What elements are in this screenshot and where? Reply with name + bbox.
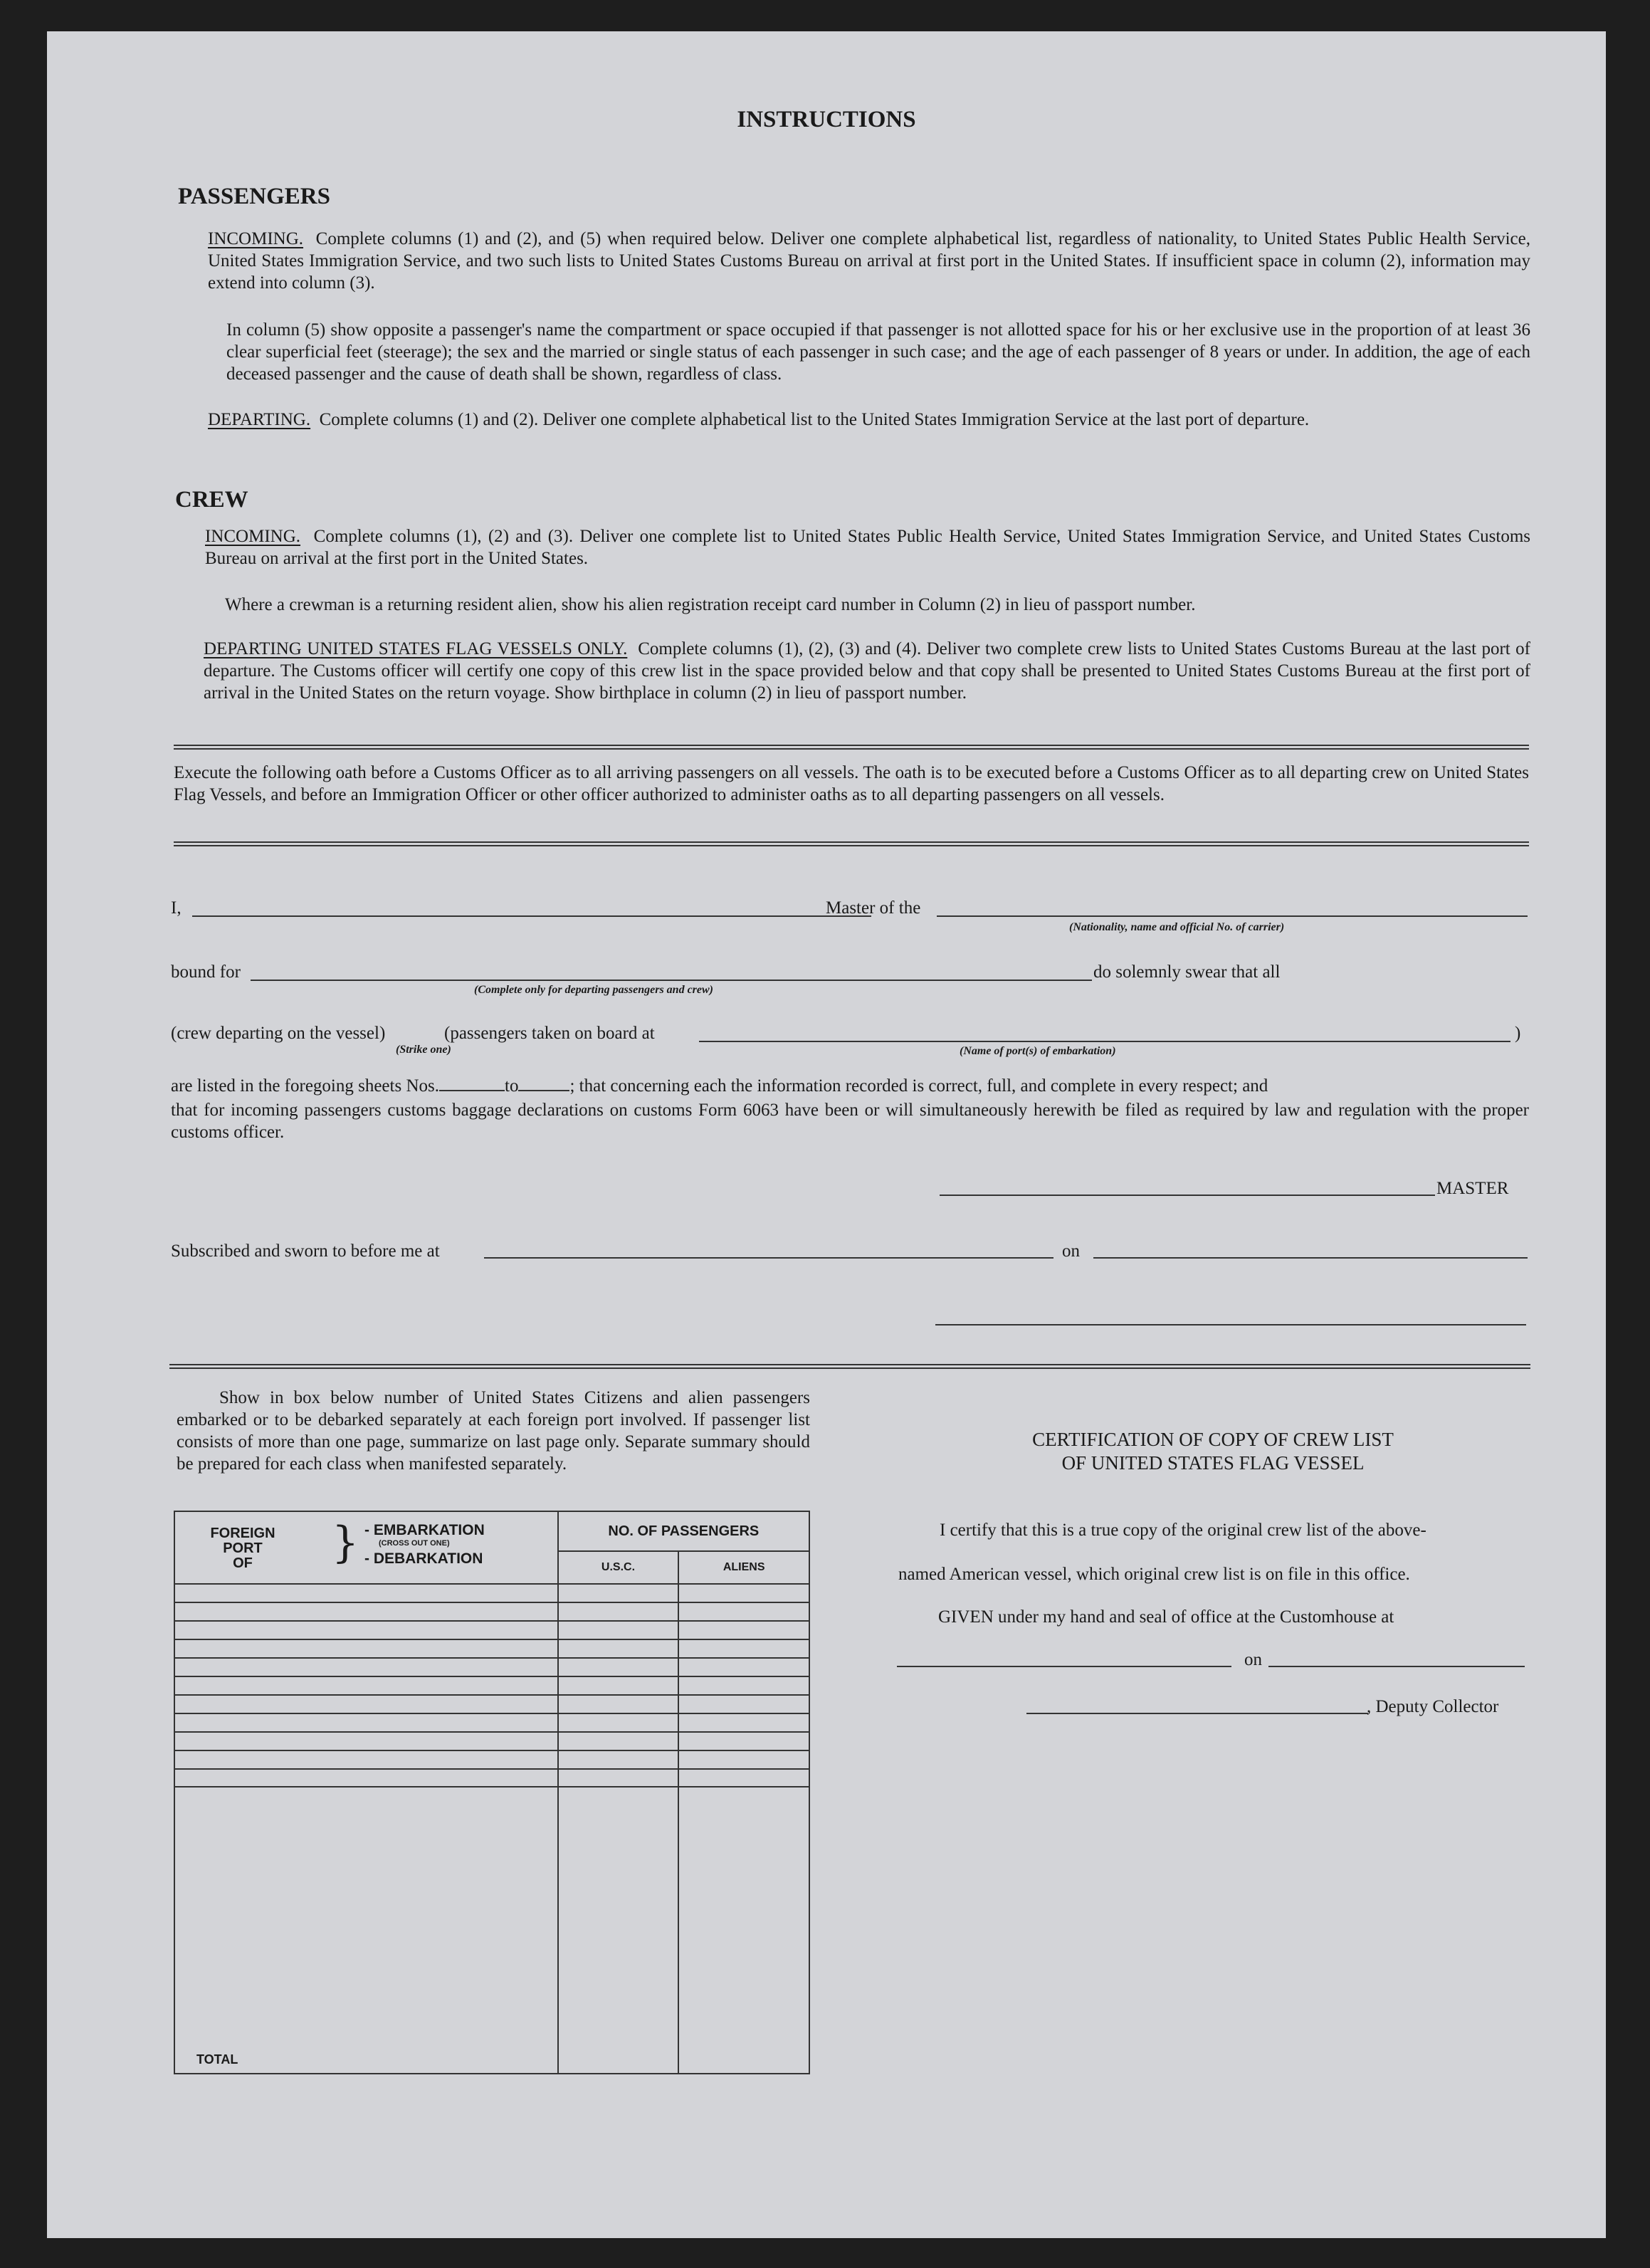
passengers-incoming-paragraph [208,228,1530,294]
oath-i-label: I, [171,898,182,918]
embarkation-label: - EMBARKATION [364,1522,485,1538]
port-caption: (Name of port(s) of embarkation) [960,1045,1116,1057]
given-line: GIVEN under my hand and seal of office at the Customhouse at [938,1607,1394,1627]
usc-header: U.S.C. [558,1551,679,1584]
crew-heading: CREW [175,487,248,513]
certification-title [898,1428,1528,1475]
usc-cell[interactable] [558,1639,679,1658]
passengers-departing-lead: DEPARTING. [208,410,311,429]
aliens-cell[interactable] [678,1639,809,1658]
port-cell[interactable] [174,1750,558,1769]
aliens-cell[interactable] [678,1769,809,1787]
summary-instructions: Show in box below number of United States Citizens and alien passengers embarked or to be debarked separately at each foreign port involved. If passenger list consists of more than one page, summarize on last page only. Separate summary should be prepared for each class when manifested separately. [177,1388,810,1474]
passengers-taken-option[interactable]: (passengers taken on board at [444,1024,655,1043]
usc-total-cell[interactable] [558,1787,679,2074]
sheet-to-field[interactable] [518,1090,569,1091]
customhouse-field[interactable] [897,1666,1231,1667]
sworn-date-field[interactable] [1093,1257,1528,1259]
sheet-from-field[interactable] [439,1090,505,1091]
carrier-field[interactable] [937,915,1528,917]
usc-cell[interactable] [558,1769,679,1787]
column5-paragraph: In column (5) show opposite a passenger's name the compartment or space occupied if that passenger is not allotted space for his or her exclusive use in the proportion of at least 36 clear superficial feet (steerage); the sex and the married or single status of each passenger in such case; and the age of each passenger of 8 years or under. In addition, the age of each deceased passenger and the cause of death shall be shown, regardless of class. [226,320,1530,384]
usc-cell[interactable] [558,1621,679,1639]
port-label: PORT [223,1540,263,1556]
listed-text-a: are listed in the foregoing sheets Nos. [171,1076,439,1096]
aliens-cell[interactable] [678,1621,809,1639]
crew-departing-text: Complete columns (1), (2), (3) and (4). Deliver two complete crew lists to United States Customs Bureau at the last port of departure. The Customs officer will certify one copy of this crew list in the space provided below and that copy shall be presented to United States Customs Bureau at the first port of arrival in the United States on the return voyage. Show birthplace in column (2) in lieu of passport number. [204,639,1530,703]
port-cell[interactable] [174,1713,558,1732]
master-signature-field[interactable] [940,1195,1435,1196]
strike-one-caption: (Strike one) [396,1044,451,1056]
crew-incoming-paragraph [205,525,1530,569]
crew-alien-paragraph: Where a crewman is a returning resident alien, show his alien registration receipt card number in Column (2) in lieu of passport number. [225,595,1196,614]
certification-title-line1: CERTIFICATION OF COPY OF CREW LIST [1032,1429,1394,1450]
aliens-cell[interactable] [678,1676,809,1695]
usc-cell[interactable] [558,1695,679,1713]
aliens-cell[interactable] [678,1713,809,1732]
aliens-header: ALIENS [678,1551,809,1584]
listed-text-b: ; that concerning each the information recorded is correct, full, and complete in every respect; and [569,1076,1268,1096]
usc-cell[interactable] [558,1584,679,1602]
form-page [47,31,1606,2238]
passengers-departing-paragraph [208,409,1530,431]
passengers-incoming-lead: INCOMING. [208,229,304,248]
certification-date-field[interactable] [1268,1666,1525,1667]
of-label: OF [233,1555,253,1571]
close-paren: ) [1515,1024,1521,1043]
listed-line [171,1076,1268,1096]
aliens-cell[interactable] [678,1584,809,1602]
sworn-on-label: on [1062,1241,1080,1261]
aliens-cell[interactable] [678,1750,809,1769]
port-cell[interactable] [174,1621,558,1639]
deputy-collector-label: , Deputy Collector [1367,1697,1499,1716]
page-title: INSTRUCTIONS [737,107,916,132]
foreign-port-of [175,1526,310,1571]
usc-cell[interactable] [558,1676,679,1695]
usc-cell[interactable] [558,1602,679,1621]
no-passengers-header: NO. OF PASSENGERS [558,1511,809,1551]
brace-icon: } [332,1518,359,1568]
usc-cell[interactable] [558,1732,679,1750]
foreign-label: FOREIGN [210,1526,275,1541]
cross-out-label: (CROSS OUT ONE) [379,1539,450,1548]
officer-signature-field[interactable] [935,1324,1526,1325]
passengers-departing-text: Complete columns (1) and (2). Deliver one complete alphabetical list to the United States Immigration Service at the last port of departure. [319,410,1310,429]
master-name-field[interactable] [192,915,871,917]
port-cell[interactable] [174,1639,558,1658]
port-cell[interactable] [174,1695,558,1713]
master-of-label: Master of the [826,898,921,918]
port-cell[interactable] [174,1676,558,1695]
crew-incoming-lead: INCOMING. [205,527,301,546]
port-cell[interactable] [174,1732,558,1750]
swear-label: do solemnly swear that all [1093,962,1281,982]
port-cell[interactable] [174,1769,558,1787]
port-header-cell [174,1511,558,1584]
divider-rule [169,1364,1530,1369]
usc-cell[interactable] [558,1658,679,1676]
usc-cell[interactable] [558,1713,679,1732]
port-cell[interactable] [174,1602,558,1621]
crew-departing-lead: DEPARTING UNITED STATES FLAG VESSELS ONLY. [204,639,628,658]
aliens-total-cell[interactable] [678,1787,809,2074]
passengers-heading: PASSENGERS [178,184,330,209]
port-cell[interactable] [174,1584,558,1602]
certification-on-label: on [1244,1650,1262,1669]
master-signature-label: MASTER [1436,1179,1509,1198]
oath-instructions: Execute the following oath before a Customs Officer as to all arriving passengers on all vessels. The oath is to be executed before a Customs Officer as to all departing crew on United States Flag Vessels, and before an Immigration Officer or other officer authorized to administer oaths as to all departing passengers on all vessels. [174,763,1529,804]
certify-line1: I certify that this is a true copy of the original crew list of the above- [940,1521,1426,1540]
bound-for-field[interactable] [251,980,1092,981]
divider-rule [174,745,1529,750]
divider-rule [174,841,1529,846]
listed-to: to [505,1076,519,1096]
certify-line2: named American vessel, which original crew list is on file in this office. [898,1565,1410,1584]
aliens-cell[interactable] [678,1732,809,1750]
aliens-cell[interactable] [678,1695,809,1713]
usc-cell[interactable] [558,1750,679,1769]
certification-title-line2: OF UNITED STATES FLAG VESSEL [1061,1452,1365,1474]
aliens-cell[interactable] [678,1658,809,1676]
aliens-cell[interactable] [678,1602,809,1621]
subscribed-label: Subscribed and sworn to before me at [171,1241,440,1261]
port-cell[interactable] [174,1658,558,1676]
complete-only-caption: (Complete only for departing passengers and crew) [474,984,713,996]
listed-continued: that for incoming passengers customs baggage declarations on customs Form 6063 have been or will simultaneously herewith be filed as required by law and regulation with the proper customs officer. [171,1101,1529,1142]
crew-departing-option[interactable]: (crew departing on the vessel) [171,1024,386,1043]
total-label: TOTAL [174,1787,558,2074]
debarkation-label: - DEBARKATION [364,1550,483,1567]
deputy-collector-signature-field[interactable] [1026,1713,1368,1714]
passengers-incoming-text: Complete columns (1) and (2), and (5) when required below. Deliver one complete alphabetical list, regardless of nationality, to United States Public Health Service, United States Immigration Service, and two such lists to United States Customs Bureau on arrival at first port in the United States. If insufficient space in column (2), information may extend into column (3). [208,229,1531,293]
bound-for-label: bound for [171,962,241,982]
carrier-caption: (Nationality, name and official No. of carrier) [1069,921,1285,933]
embarkation-port-field[interactable] [699,1041,1510,1042]
crew-incoming-text: Complete columns (1), (2) and (3). Deliver one complete list to United States Public Health Service, United States Immigration Service, and United States Customs Bureau on arrival at the first port in the United States. [205,527,1531,568]
passenger-summary-table [174,1511,810,2074]
crew-departing-paragraph [204,638,1530,704]
sworn-place-field[interactable] [484,1257,1053,1259]
